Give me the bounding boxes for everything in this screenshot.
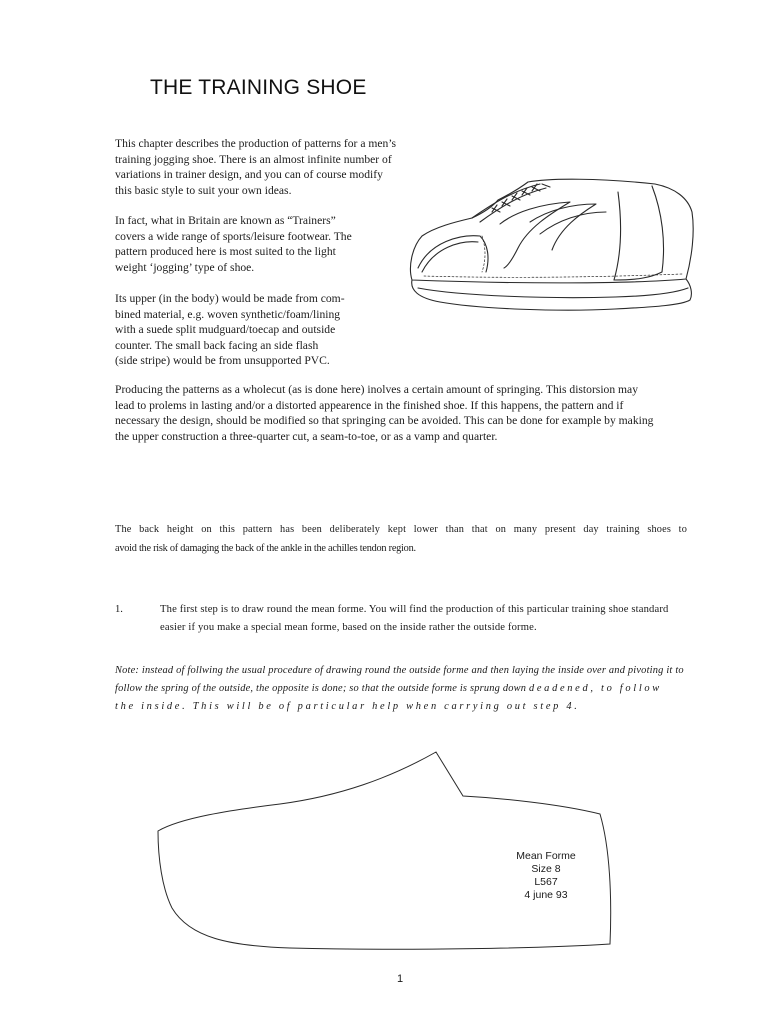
trainers-line: pattern produced here is most suited to the light [115, 245, 336, 259]
shoe-toecap [418, 236, 488, 272]
springing-line: lead to prolems in lasting and/or a distorted appearence in the finished shoe. If this happens, the pattern and if [115, 398, 624, 412]
page-title: THE TRAINING SHOE [150, 76, 367, 99]
intro-line: This chapter describes the production of patterns for a men’s [115, 137, 397, 150]
note-line: deadened, to follow the inside. This will be of particular help when carrying out step 4. [115, 683, 662, 712]
step-1-line: The first step is to draw round the mean forme. You will find the production of this particular training [160, 604, 606, 615]
back-height-line: The back height on this pattern has been deliberately kept lower than that on many present day training shoes to [115, 524, 687, 535]
trainers-line: covers a wide range of sports/leisure footwear. The [115, 229, 352, 243]
upper-line: counter. The small back facing an side flash [115, 338, 319, 352]
intro-line: variations in trainer design, and you can of course modify [115, 168, 383, 182]
mean-forme-label [496, 850, 596, 902]
forme-date: 4 june 93 [524, 889, 568, 901]
upper-material-paragraph [115, 291, 345, 369]
trainers-line: weight ‘jogging’ type of shoe. [115, 260, 255, 274]
upper-line: bined material, e.g. woven synthetic/foam/lining [115, 307, 341, 321]
training-shoe-illustration [400, 172, 700, 324]
page-number: 1 [396, 973, 404, 985]
intro-paragraph [115, 136, 396, 198]
forme-name: Mean Forme [516, 850, 576, 862]
note-line: and pivoting it to follow the spring of the outside, the opposite is done; so that the outside forme is sprung down [115, 665, 684, 694]
note-paragraph [115, 662, 687, 716]
shoe-midsole-line [418, 288, 688, 298]
springing-line: necessary the design, should be modified so that springing can be avoided. This can be done for example by making [115, 414, 654, 428]
step-1-line: shoe standard easier if you make a special mean forme, based on the inside rather the outside forme. [160, 604, 669, 633]
back-height-paragraph [115, 521, 687, 558]
step-1-text [160, 601, 688, 636]
forme-size: Size 8 [531, 863, 561, 875]
springing-line: the upper construction a three-quarter cut, a seam-to-toe, or as a vamp and quarter. [115, 429, 498, 443]
intro-line: this basic style to suit your own ideas. [115, 183, 292, 197]
upper-line: Its upper (in the body) would be made from com- [115, 292, 345, 305]
back-height-line: avoid the risk of damaging the back of the ankle in the achilles tendon region. [115, 542, 416, 554]
trainers-line: In fact, what in Britain are known as “Trainers” [115, 214, 336, 227]
springing-line: Producing the patterns as a wholecut (as is done here) inolves a certain amount of springing. This distorsion may [115, 383, 638, 396]
note-line: Note: instead of follwing the usual procedure of drawing round the outside forme and then laying the inside over [115, 665, 607, 676]
shoe-upper-outline [410, 179, 693, 283]
springing-paragraph [115, 382, 695, 444]
upper-line: (side stripe) would be from unsupported PVC. [115, 354, 330, 368]
trainers-paragraph [115, 213, 352, 275]
forme-code: L567 [534, 876, 558, 888]
intro-line: training jogging shoe. There is an almost infinite number of [115, 152, 392, 166]
upper-line: with a suede split mudguard/toecap and outside [115, 323, 336, 337]
shoe-heel-counter [614, 192, 621, 280]
step-number: 1. [115, 604, 123, 615]
